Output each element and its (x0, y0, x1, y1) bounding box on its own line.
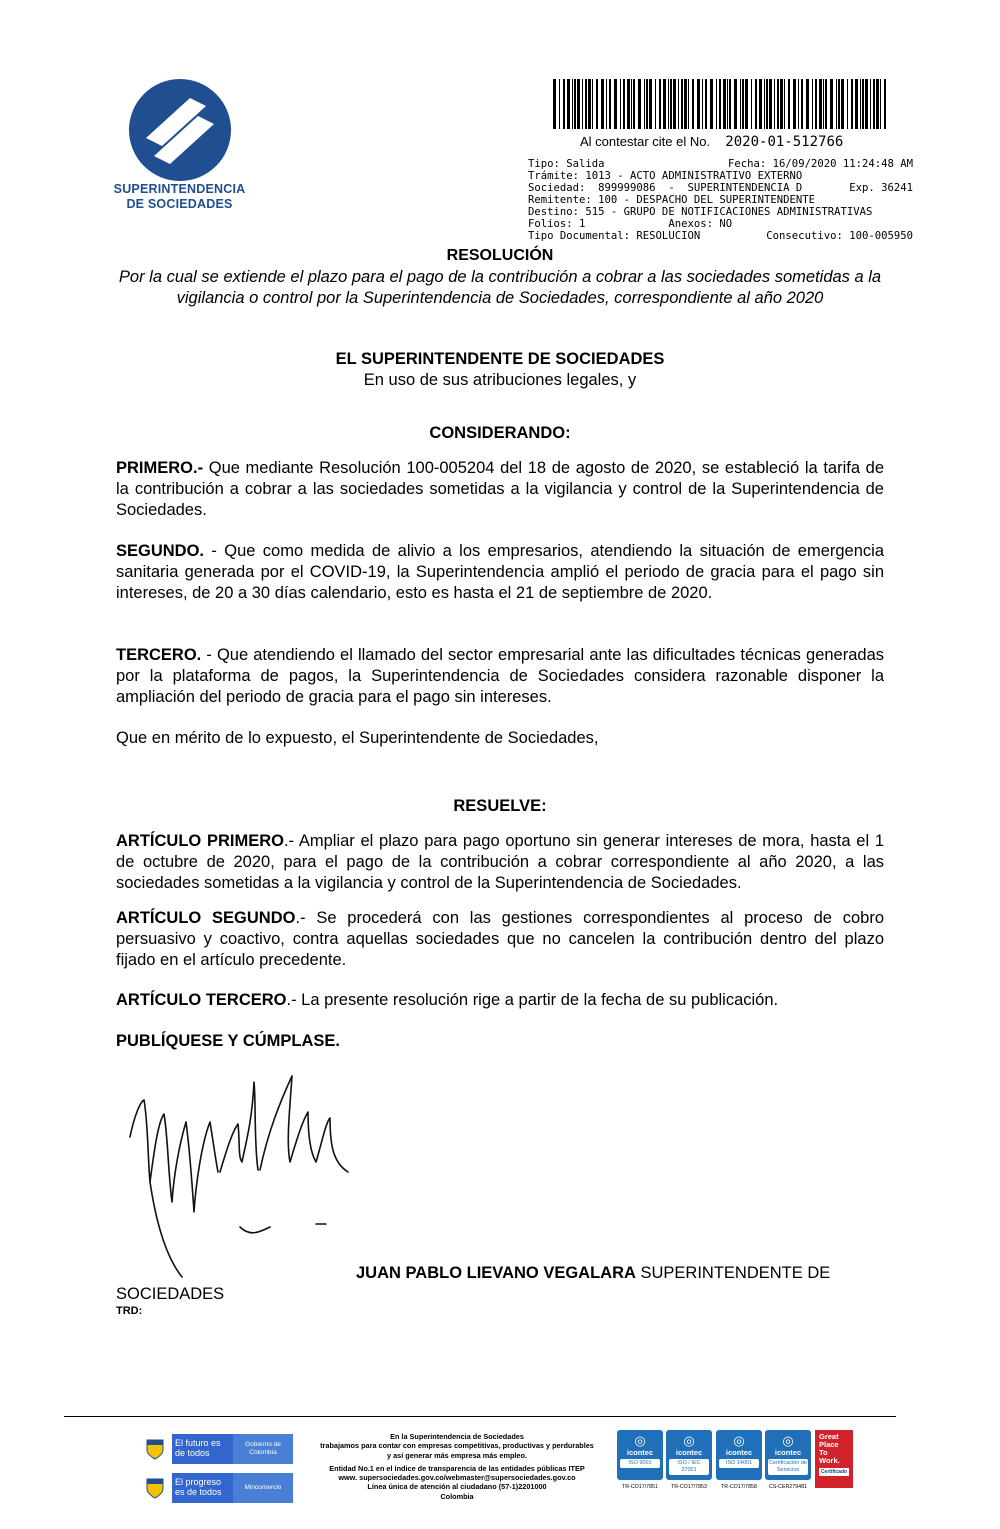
cert-name: icontec (675, 1448, 703, 1457)
article-segundo (116, 908, 884, 971)
icontec-badge (666, 1430, 712, 1480)
footer-divider (64, 1416, 896, 1417)
considerando-heading: CONSIDERANDO: (429, 424, 571, 442)
signature-block (116, 1263, 884, 1305)
cert-name: icontec (725, 1448, 753, 1457)
cite-number: 2020-01-512766 (725, 134, 844, 150)
closing-statement: PUBLÍQUESE Y CÚMPLASE. (116, 1032, 341, 1050)
icontec-badge (716, 1430, 762, 1480)
footer-text-line: Línea única de atención al ciudadano (57-1)2201000 (367, 1482, 547, 1492)
footer-text-line: En la Superintendencia de Sociedades (390, 1432, 524, 1441)
article-tercero-head: ARTÍCULO TERCERO (116, 991, 287, 1009)
article-primero-text: .- Ampliar el plazo para pago oportuno sin generar intereses de mora, hasta el 1 de octubre de 2020, para el pago de la contribución a cobrar correspondiente al año 2020, a las sociedades sometidas a la vigilancia y control de la Superintendencia de Sociedades. (116, 832, 884, 892)
signer-name: JUAN PABLO LIEVANO VEGALARA (356, 1264, 636, 1282)
gptw-text: Great Place To Work. (819, 1432, 840, 1465)
gptw-certified: Certificado (820, 1469, 848, 1475)
signer-title: SUPERINTENDENTE DE SOCIEDADES (116, 1264, 831, 1303)
colombia-shield-icon (138, 1434, 172, 1464)
gobierno-colombia-logo (138, 1434, 293, 1464)
barcode (553, 79, 888, 129)
article-segundo-text: .- Se procederá con las gestiones correspondientes al proceso de cobro persuasivo y coactivo, contra aquellas sociedades que no cancelen la contribución dentro del plazo fijado en el artículo precedente. (116, 909, 885, 969)
cert-standard: ISO 9001 (620, 1459, 660, 1468)
metadata-right: Fecha: 16/09/2020 11:24:48 AM (728, 158, 913, 170)
cert-name: icontec (774, 1448, 802, 1457)
paragraph-primero (116, 458, 884, 521)
icontec-badge (765, 1430, 811, 1480)
article-tercero-text: .- La presente resolución rige a partir de la fecha de su publicación. (286, 991, 779, 1009)
metadata-row (528, 230, 913, 242)
resuelve-heading: RESUELVE: (453, 797, 547, 815)
mincomercio-logo (138, 1473, 293, 1503)
metadata-left: Sociedad: 899999086 - SUPERINTENDENCIA D (528, 182, 803, 194)
cert-code: TR-CO17/7853 (671, 1484, 707, 1490)
paragraph-tercero-text: - Que atendiendo el llamado del sector empresarial ante las dificultades técnicas generadas por la plataforma de pagos, la Superintendencia de Sociedades considera razonable disponer la ampliación del periodo de gracia para el pago sin intereses. (116, 646, 884, 706)
paragraph-segundo-text: - Que como medida de alivio a los empresarios, atendiendo la situación de emergencia sanitaria generada por el COVID-19, la Superintendencia amplió el periodo de gracia para el pago sin intereses, de 20 a 30 días calendario, esto es hasta el 21 de septiembre de 2020. (116, 542, 884, 602)
metadata-row (528, 170, 913, 182)
cert-standard: ISO / IEC 27001 (669, 1459, 709, 1475)
footer-text-line: y así generar más empresa más empleo. (387, 1450, 527, 1460)
metadata-row (528, 158, 913, 170)
paragraph-primero-text: Que mediante Resolución 100-005204 del 18 de agosto de 2020, se estableció la tarifa de la contribución a cobrar a las sociedades sometidas a la vigilancia y control de la Superintendencia de Sociedades. (116, 459, 884, 519)
cert-standard: Certificación de Servicios (769, 1460, 807, 1473)
metadata-row (528, 194, 913, 206)
great-place-to-work-badge (815, 1430, 853, 1488)
icontec-icon: ◎ (634, 1433, 646, 1448)
resolution-subtitle: Por la cual se extiende el plazo para el pago de la contribución a cobrar a las sociedades sometidas a la vigilancia o control por la Superintendencia de Sociedades, correspondiente al año 2020 (118, 268, 882, 307)
trd-label: TRD: (116, 1305, 143, 1317)
metadata-left: Tipo Documental: RESOLUCION (528, 230, 701, 242)
article-primero-head: ARTÍCULO PRIMERO (116, 832, 284, 850)
paragraph-segundo (116, 541, 884, 604)
paragraph-segundo-head: SEGUNDO. (116, 542, 205, 560)
icontec-icon: ◎ (683, 1433, 695, 1448)
logo-text-line1: SUPERINTENDENCIA (113, 182, 246, 196)
footer-text-line: Entidad No.1 en el índice de transparencia de las entidades públicas ITEP (329, 1463, 585, 1473)
footer-text (298, 1432, 616, 1501)
gov2-left-text: El progreso es de todos (172, 1473, 233, 1503)
authority-heading: EL SUPERINTENDENTE DE SOCIEDADES (335, 350, 665, 368)
cert-standard: ISO 14001 (719, 1459, 759, 1468)
metadata-row (528, 182, 913, 194)
cert-code: CS-CER279481 (769, 1484, 807, 1490)
logo-text-line2: DE SOCIEDADES (126, 197, 233, 211)
article-primero (116, 831, 884, 894)
gov1-left-text: El futuro es de todos (172, 1434, 233, 1464)
cert-code: TR-CO17/7858 (721, 1484, 757, 1490)
metadata-left: Folios: 1 Anexos: NO (528, 218, 733, 230)
metadata-left: Destino: 515 - GRUPO DE NOTIFICACIONES ADMINISTRATIVAS (528, 206, 873, 218)
cite-number-line (580, 134, 843, 150)
paragraph-tercero (116, 645, 884, 708)
paragraph-primero-head: PRIMERO.- (116, 459, 204, 477)
metadata-row (528, 218, 913, 230)
metadata-row (528, 206, 913, 218)
metadata-right: Exp. 36241 (849, 182, 913, 194)
icontec-icon: ◎ (733, 1433, 745, 1448)
cert-name: icontec (626, 1448, 654, 1457)
footer-text-line: www. supersociedades.gov.co/webmaster@supersociedades.gov.co (338, 1473, 576, 1483)
filing-metadata (528, 158, 913, 242)
authority-subheading: En uso de sus atribuciones legales, y (363, 371, 637, 389)
paragraph-tercero-head: TERCERO. (116, 646, 202, 664)
metadata-left: Trámite: 1013 - ACTO ADMINISTRATIVO EXTERNO (528, 170, 803, 182)
metadata-right: Consecutivo: 100-005950 (766, 230, 913, 242)
resolution-title: RESOLUCIÓN (446, 247, 554, 264)
icontec-badge (617, 1430, 663, 1480)
article-tercero (116, 990, 884, 1011)
colombia-shield-icon (138, 1473, 172, 1503)
gov2-right-text: Mincomercio (233, 1473, 293, 1503)
paragraph-merito: Que en mérito de lo expuesto, el Superintendente de Sociedades, (116, 729, 599, 747)
article-segundo-head: ARTÍCULO SEGUNDO (116, 909, 296, 927)
metadata-left: Remitente: 100 - DESPACHO DEL SUPERINTENDENTE (528, 194, 816, 206)
signature-icon (120, 1062, 360, 1282)
logo-emblem-icon (128, 78, 232, 182)
superintendencia-logo (112, 78, 247, 218)
cert-code: TR-CO17/7851 (622, 1484, 658, 1490)
footer-text-line: trabajamos para contar con empresas competitivas, productivas y perdurables (320, 1441, 594, 1451)
footer-text-line: Colombia (440, 1491, 474, 1501)
icontec-icon: ◎ (782, 1433, 794, 1448)
metadata-left: Tipo: Salida (528, 158, 605, 170)
gov1-right-text: Gobierno de Colombia (233, 1434, 293, 1464)
cite-label: Al contestar cite el No. (580, 134, 711, 149)
